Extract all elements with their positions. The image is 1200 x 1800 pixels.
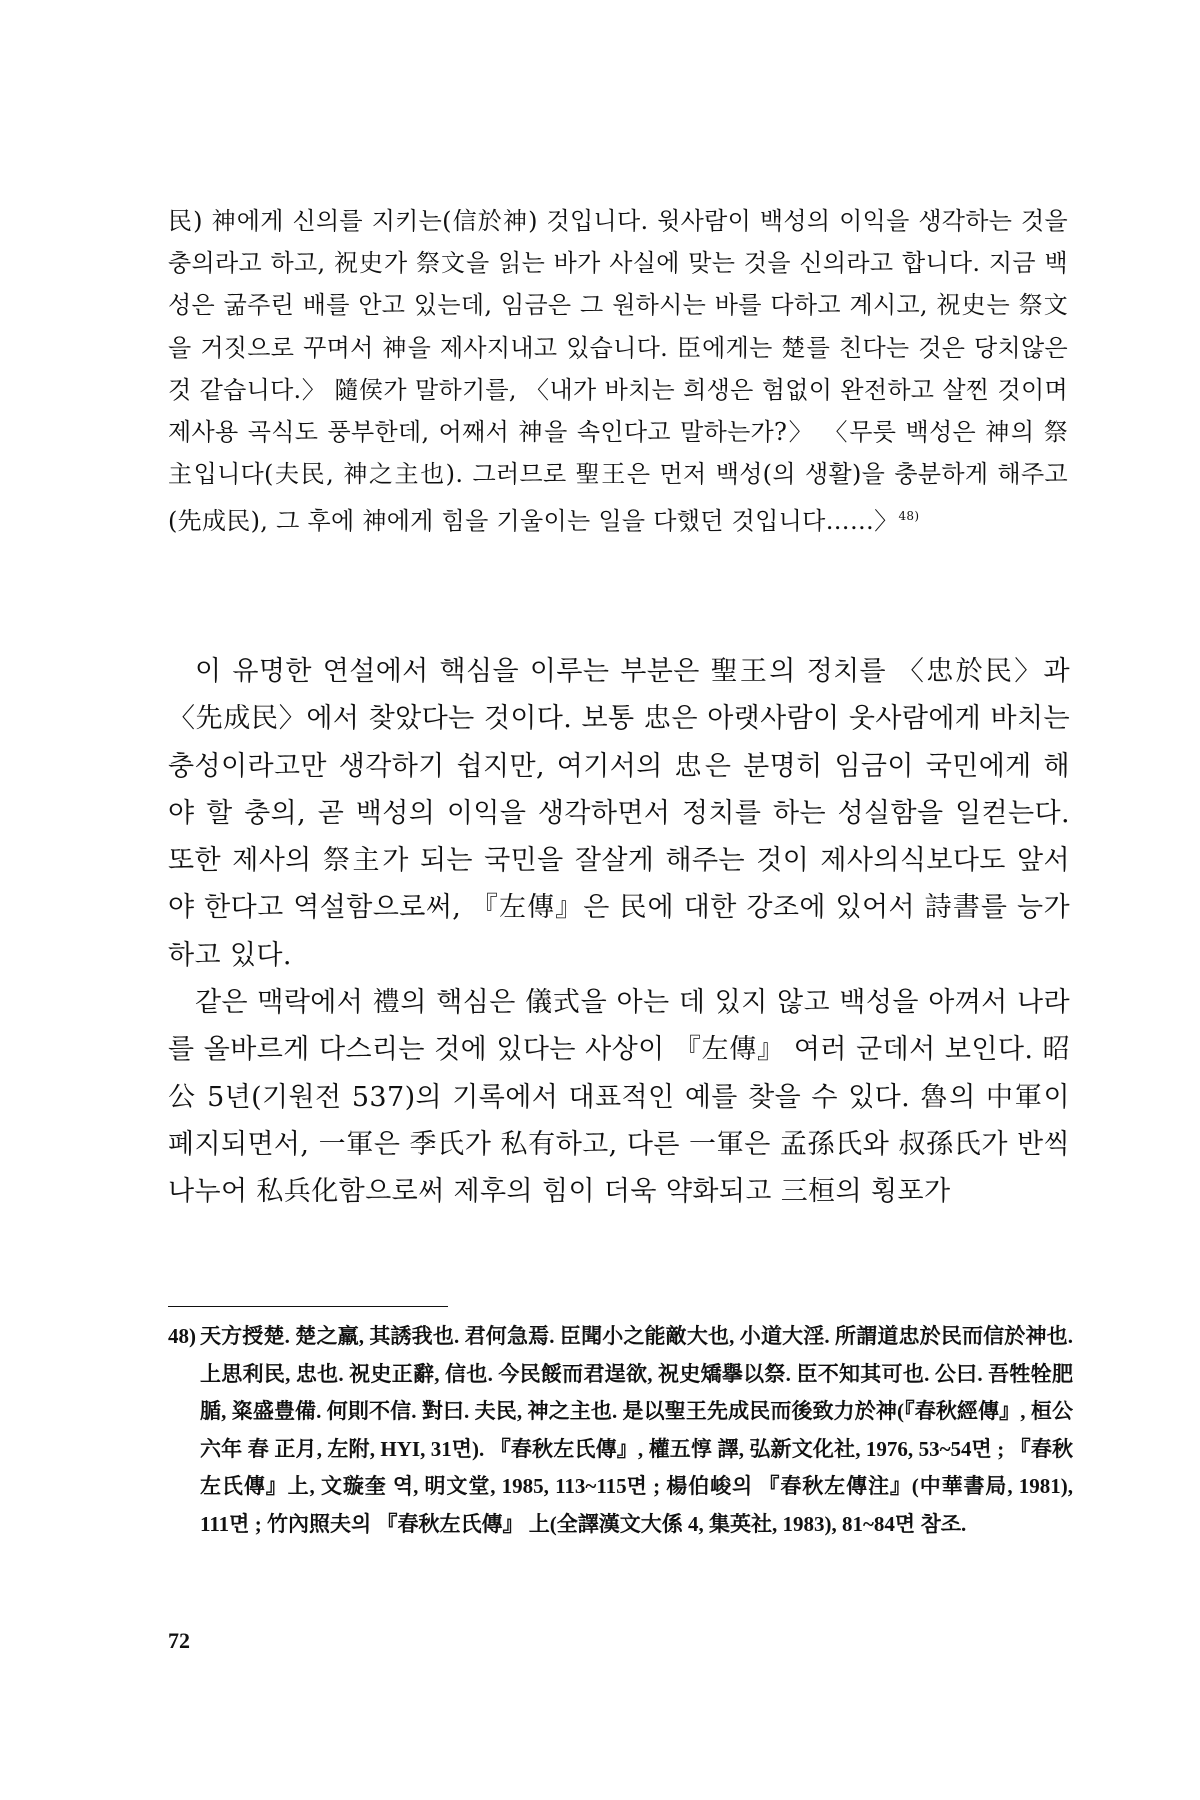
paragraph-2: 같은 맥락에서 禮의 핵심은 儀式을 아는 데 있지 않고 백성을 아껴서 나라를 올바르게 다스리는 것에 있다는 사상이 『左傳』 여러 군데서 보인다. 昭公 5년(기원전 537)의 기록에서 대표적인 예를 찾을 수 있다. 魯의 中軍이 폐지되면서, 一軍은 季氏가 私有하고, 다른 一軍은 孟孫氏와 叔孫氏가 반씩 나누어 私兵化함으로써 제후의 힘이 더욱 약화되고 三桓의 횡포가 — [168, 987, 1070, 1208]
page-number: 72 — [168, 1628, 190, 1653]
quoted-passage-text: 民) 神에게 신의를 지키는(信於神) 것입니다. 윗사람이 백성의 이익을 생각하는 것을 충의라고 하고, 祝史가 祭文을 읽는 바가 사실에 맞는 것을 신의라고 합니다. 지금 백성은 굶주린 배를 안고 있는데, 임금은 그 원하시는 바를 다하고 계시고, 祝史는 祭文을 거짓으로 꾸며서 神을 제사지내고 있습니다. 臣에게는 楚를 친다는 것은 당치않은 것 같습니다.〉 隨侯가 말하기를, 〈내가 바치는 희생은 험없이 완전하고 살찐 것이며 제사용 곡식도 풍부한데, 어째서 神을 속인다고 말하는가?〉 〈무릇 백성은 神의 祭主입니다(夫民, 神之主也). 그러므로 聖王은 먼저 백성(의 생활)을 충분하게 해주고(先成民), 그 후에 神에게 힘을 기울이는 일을 다했던 것입니다……〉 — [168, 207, 1068, 536]
footnote-text: 天方授楚. 楚之羸, 其誘我也. 君何急焉. 臣聞小之能敵大也, 小道大淫. 所謂道忠於民而信於神也. 上思利民, 忠也. 祝史正辭, 信也. 今民餒而君逞欲, 祝史矯擧以祭. 臣不知其可也. 公曰. 吾牲牷肥腯, 粢盛豊備. 何則不信. 對曰. 夫民, 神之主也. 是以聖王先成民而後致力於神(『春秋經傳』, 桓公 六年 春 正月, 左附, HYI, 31면). 『春秋左氏傳』, 權五惇 譯, 弘新文化社, 1976, 53~54면 ; 『春秋左氏傳』上, 文璇奎 역, 明文堂, 1985, 113~115면 ; 楊伯峻의 『春秋左傳注』(中華書局, 1981), 111면 ; 竹內照夫의 『春秋左氏傳』 上(全譯漢文大係 4, 集英社, 1983), 81~84면 참조. — [200, 1324, 1073, 1536]
footnote-number: 48) — [168, 1324, 196, 1348]
quoted-passage — [168, 200, 1068, 543]
footnote-reference: 48) — [898, 509, 920, 524]
paragraph-1: 이 유명한 연설에서 핵심을 이루는 부분은 聖王의 정치를 〈忠於民〉과 〈先成民〉에서 찾았다는 것이다. 보통 忠은 아랫사람이 웃사람에게 바치는 충성이라고만 생각하기 쉽지만, 여기서의 忠은 분명히 임금이 국민에게 해야 할 충의, 곧 백성의 이익을 생각하면서 정치를 하는 성실함을 일컫는다. 또한 제사의 祭主가 되는 국민을 잘살게 해주는 것이 제사의식보다도 앞서야 한다고 역설함으로써, 『左傳』은 民에 대한 강조에 있어서 詩書를 능가하고 있다. — [168, 656, 1070, 971]
footnote-divider — [168, 1306, 448, 1307]
footnote-48 — [168, 1318, 1073, 1543]
main-text — [168, 648, 1070, 1216]
